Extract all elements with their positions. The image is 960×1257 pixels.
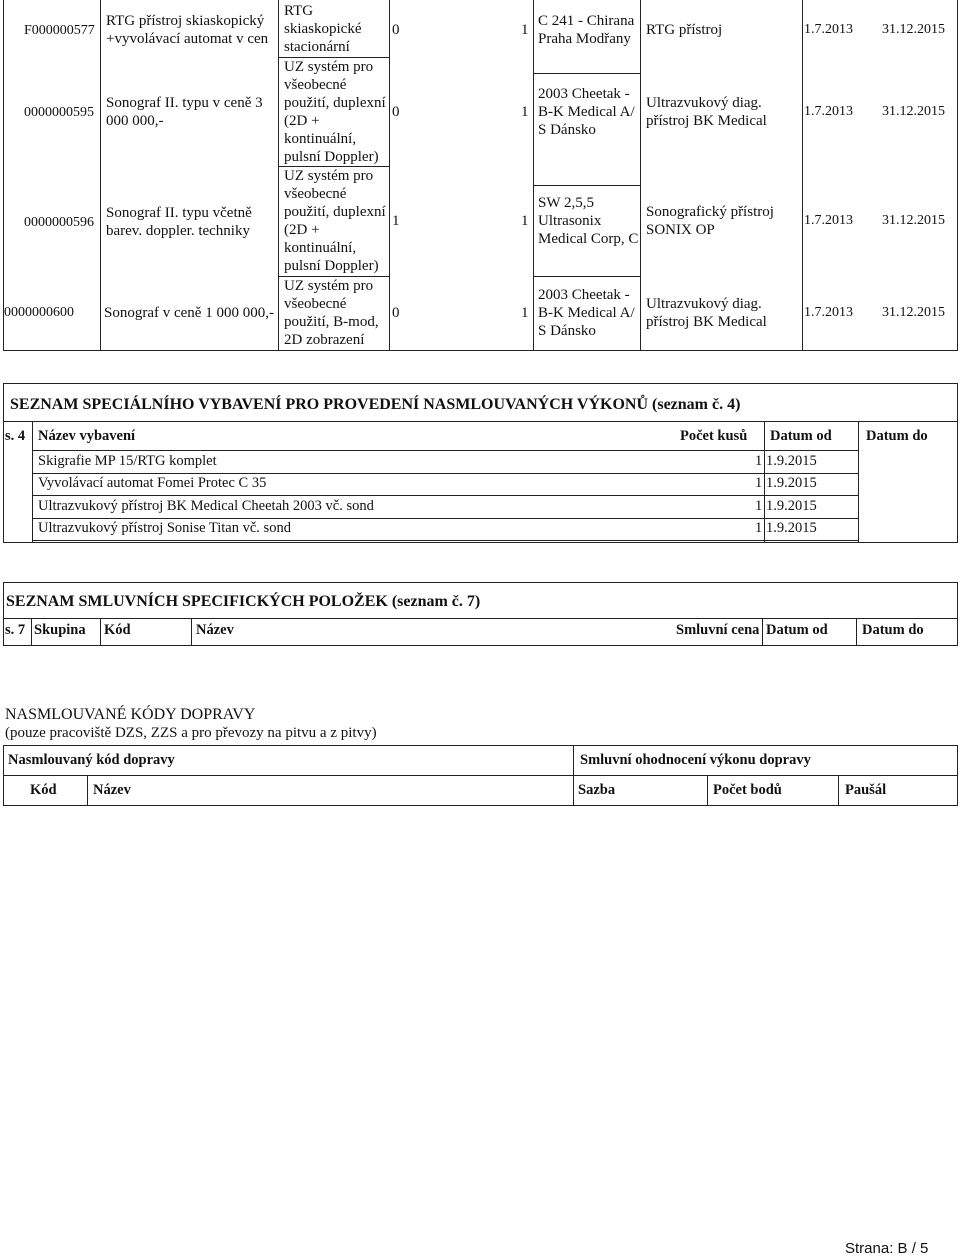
special-item-count: 1 [755, 453, 763, 469]
equipment-value-b: 1 [521, 305, 529, 321]
contract-items-title: SEZNAM SMLUVNÍCH SPECIFICKÝCH POLOŽEK (seznam č. 7) [6, 593, 481, 610]
equipment-value-a: 0 [392, 22, 400, 38]
equipment-date-to: 31.12.2015 [882, 213, 945, 228]
special-equipment-title: SEZNAM SPECIÁLNÍHO VYBAVENÍ PRO PROVEDENÍ NASMLOUVANÝCH VÝKONŮ (seznam č. 4) [10, 396, 741, 413]
equipment-name: Sonograf II. typu včetně barev. doppler. techniky [106, 205, 252, 239]
equipment-code: F000000577 [24, 23, 95, 38]
equipment-code: 0000000595 [24, 105, 94, 120]
col-header-name: Název [196, 622, 234, 638]
equipment-device: Sonografický přístroj SONIX OP [646, 204, 774, 238]
equipment-value-a: 0 [392, 305, 400, 321]
equipment-date-to: 31.12.2015 [882, 22, 945, 37]
equipment-maker: SW 2,5,5 Ultrasonix Medical Corp, C [538, 195, 639, 247]
special-item-name: Vyvolávací automat Fomei Protec C 35 [38, 475, 267, 491]
col-header-date-from: Datum od [766, 622, 828, 638]
transport-header-contracted-code: Nasmlouvaný kód dopravy [8, 752, 175, 768]
col-header-code: Kód [104, 622, 131, 638]
equipment-type: UZ systém pro všeobecné použití, duplexní (2D + kontinuální, pulsní Doppler) [284, 168, 386, 274]
col-header-name: Název vybavení [38, 428, 136, 444]
transport-title: NASMLOUVANÉ KÓDY DOPRAVY [5, 706, 256, 723]
equipment-type: UZ systém pro všeobecné použití, duplexní (2D + kontinuální, pulsní Doppler) [284, 59, 386, 165]
equipment-value-b: 1 [521, 104, 529, 120]
transport-header-valuation: Smluvní ohodnocení výkonu dopravy [580, 752, 811, 768]
equipment-type: UZ systém pro všeobecné použití, B-mod, 2D zobrazení [284, 278, 379, 348]
col-header-rate: Sazba [578, 782, 616, 798]
col-header-num: s. 7 [5, 622, 26, 638]
special-item-date: 1.9.2015 [766, 498, 817, 514]
special-item-name: Skigrafie MP 15/RTG komplet [38, 453, 217, 469]
special-item-count: 1 [755, 520, 763, 536]
col-header-code: Kód [30, 782, 57, 798]
equipment-name: RTG přístroj skiaskopický +vyvolávací automat v cen [106, 13, 269, 47]
special-item-name: Ultrazvukový přístroj BK Medical Cheetah 2003 vč. sond [38, 498, 374, 514]
special-item-date: 1.9.2015 [766, 475, 817, 491]
equipment-device: RTG přístroj [646, 22, 723, 38]
col-header-date-from: Datum od [770, 428, 832, 444]
equipment-date-from: 1.7.2013 [804, 22, 853, 37]
equipment-code: 0000000596 [24, 215, 94, 230]
equipment-date-to: 31.12.2015 [882, 104, 945, 119]
equipment-name: Sonograf II. typu v ceně 3 000 000,- [106, 95, 263, 129]
col-header-date-to: Datum do [866, 428, 928, 444]
transport-subtitle: (pouze pracoviště DZS, ZZS a pro převozy na pitvu a z pitvy) [5, 725, 377, 741]
special-item-count: 1 [755, 475, 763, 491]
col-header-count: Počet kusů [680, 428, 748, 444]
special-item-name: Ultrazvukový přístroj Sonise Titan vč. sond [38, 520, 291, 536]
equipment-date-from: 1.7.2013 [804, 104, 853, 119]
col-header-name: Název [93, 782, 131, 798]
equipment-value-b: 1 [521, 22, 529, 38]
col-header-date-to: Datum do [862, 622, 924, 638]
special-item-date: 1.9.2015 [766, 520, 817, 536]
special-item-date: 1.9.2015 [766, 453, 817, 469]
equipment-value-a: 0 [392, 104, 400, 120]
col-header-points: Počet bodů [713, 782, 782, 798]
equipment-value-a: 1 [392, 213, 400, 229]
equipment-maker: 2003 Cheetak - B-K Medical A/ S Dánsko [538, 86, 635, 138]
equipment-date-from: 1.7.2013 [804, 305, 853, 320]
equipment-type: RTG skiaskopické stacionární [284, 3, 362, 55]
col-header-flat-fee: Paušál [845, 782, 887, 798]
col-header-num: s. 4 [5, 428, 26, 444]
equipment-maker: 2003 Cheetak - B-K Medical A/ S Dánsko [538, 287, 635, 339]
equipment-date-from: 1.7.2013 [804, 213, 853, 228]
equipment-name: Sonograf v ceně 1 000 000,- [104, 305, 274, 321]
page-number: Strana: B / 5 [845, 1240, 929, 1257]
equipment-device: Ultrazvukový diag. přístroj BK Medical [646, 95, 767, 129]
col-header-price: Smluvní cena [676, 622, 760, 638]
equipment-code: 0000000600 [4, 305, 74, 320]
col-header-group: Skupina [34, 622, 86, 638]
special-item-count: 1 [755, 498, 763, 514]
equipment-table [0, 0, 960, 352]
equipment-device: Ultrazvukový diag. přístroj BK Medical [646, 296, 767, 330]
equipment-value-b: 1 [521, 213, 529, 229]
equipment-date-to: 31.12.2015 [882, 305, 945, 320]
equipment-maker: C 241 - Chirana Praha Modřany [538, 13, 635, 47]
